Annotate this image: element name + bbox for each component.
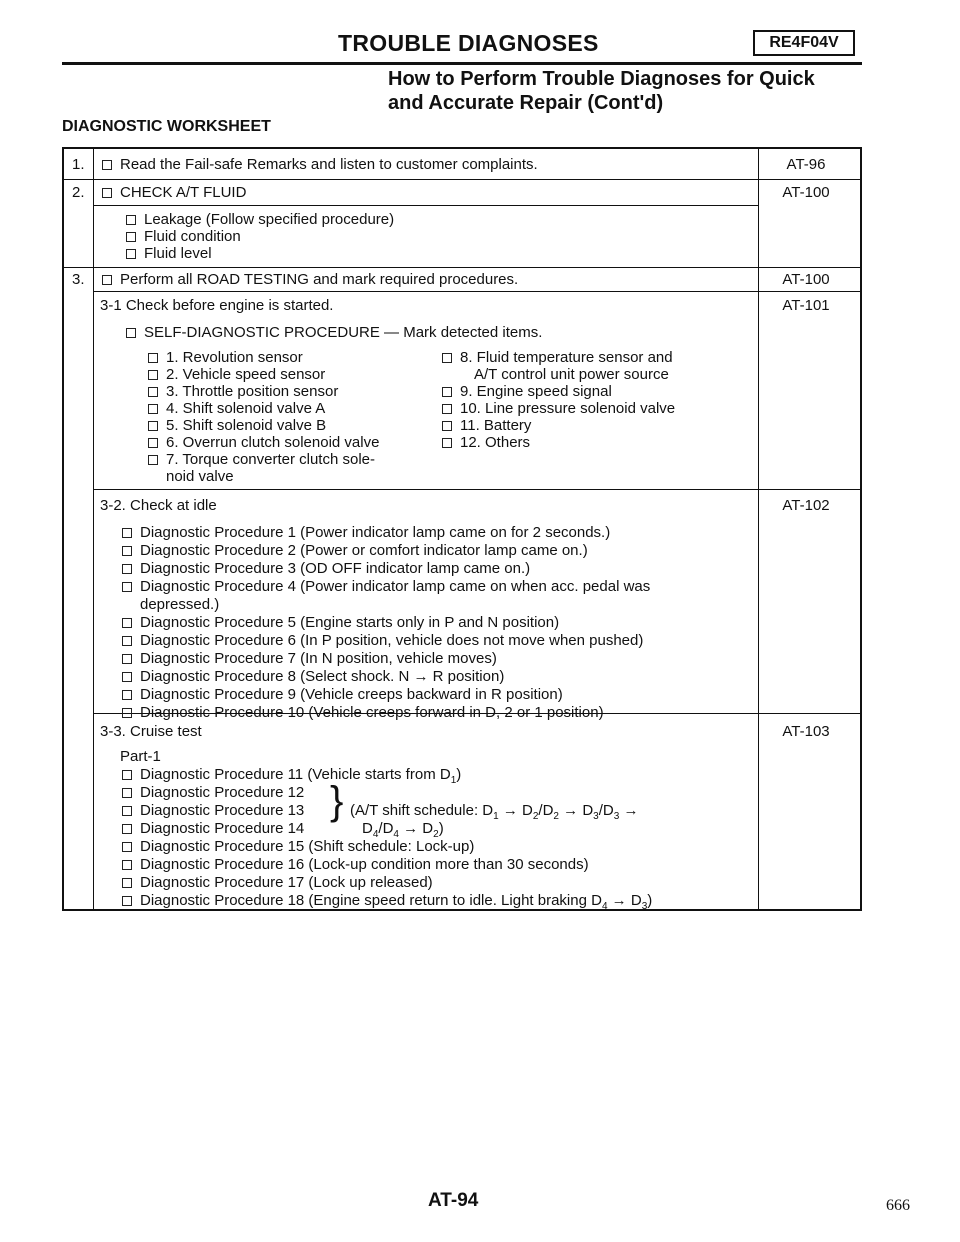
column-divider bbox=[758, 149, 759, 909]
checkbox[interactable] bbox=[122, 690, 132, 700]
row-number: 1. bbox=[72, 156, 85, 173]
checkbox[interactable] bbox=[148, 387, 158, 397]
ref-page: AT-100 bbox=[782, 184, 830, 201]
checkbox[interactable] bbox=[122, 654, 132, 664]
row-number: 3. bbox=[72, 271, 85, 288]
model-code-badge: RE4F04V bbox=[753, 30, 855, 56]
procedure-item[interactable] bbox=[122, 856, 589, 874]
item-text: Diagnostic Procedure 12 bbox=[140, 784, 305, 801]
checkbox[interactable] bbox=[122, 672, 132, 682]
shift-schedule-text: (A/T shift schedule: $D_1 \to D_2/D_2 \to D_3/D_3$ → bbox=[350, 802, 639, 822]
fluid-check-item[interactable] bbox=[126, 211, 394, 229]
checkbox[interactable] bbox=[122, 878, 132, 888]
checkbox[interactable] bbox=[122, 636, 132, 646]
sensor-item[interactable] bbox=[148, 349, 303, 367]
row-divider bbox=[93, 205, 758, 206]
procedure-item[interactable] bbox=[122, 838, 474, 856]
row1-text: Read the Fail-safe Remarks and listen to customer complaints. bbox=[120, 156, 538, 173]
checkbox[interactable] bbox=[148, 353, 158, 363]
checkbox[interactable] bbox=[122, 708, 132, 718]
ref-page: AT-103 bbox=[782, 723, 830, 740]
sensor-item[interactable] bbox=[148, 417, 326, 435]
checkbox[interactable] bbox=[122, 528, 132, 538]
item-text: SELF-DIAGNOSTIC PROCEDURE — Mark detected items. bbox=[144, 324, 543, 341]
item-text: 10. Line pressure solenoid valve bbox=[460, 400, 676, 417]
row-divider bbox=[93, 489, 860, 490]
procedure-item[interactable]: Diagnostic Procedure 11 (Vehicle starts from $D_1$) bbox=[122, 766, 461, 790]
header-rule bbox=[62, 62, 862, 65]
row2-item[interactable] bbox=[102, 184, 246, 202]
item-text: Diagnostic Procedure 17 (Lock up released) bbox=[140, 874, 433, 891]
item-text: 1. Revolution sensor bbox=[166, 349, 303, 366]
checkbox[interactable] bbox=[126, 232, 136, 242]
sensor-item[interactable] bbox=[148, 366, 325, 384]
item-text: Leakage (Follow specified procedure) bbox=[144, 211, 395, 228]
item-text: Diagnostic Procedure 15 (Shift schedule: Lock-up) bbox=[140, 838, 475, 855]
item-text: Diagnostic Procedure 3 (OD OFF indicator lamp came on.) bbox=[140, 560, 531, 577]
item-text: 12. Others bbox=[460, 434, 531, 451]
checkbox[interactable] bbox=[102, 160, 112, 170]
checkbox[interactable] bbox=[122, 824, 132, 834]
sensor-item[interactable] bbox=[148, 451, 375, 469]
checkbox[interactable] bbox=[126, 215, 136, 225]
checkbox[interactable] bbox=[442, 438, 452, 448]
item-text: 8. Fluid temperature sensor and bbox=[460, 349, 673, 366]
procedure-item[interactable] bbox=[122, 874, 433, 892]
item-text: 6. Overrun clutch solenoid valve bbox=[166, 434, 380, 451]
sensor-item-cont: noid valve bbox=[166, 468, 234, 485]
column-divider bbox=[93, 149, 94, 909]
row-divider bbox=[64, 267, 860, 268]
item-text: Diagnostic Procedure 11 (Vehicle starts from D bbox=[140, 766, 451, 783]
item-text: Diagnostic Procedure 8 (Select shock. N → R position) bbox=[140, 668, 505, 685]
checkbox[interactable] bbox=[148, 404, 158, 414]
shift-schedule-text-2: $D_4/D_4 \to D_2$) bbox=[362, 820, 444, 840]
procedure-item[interactable] bbox=[122, 632, 643, 650]
sensor-item[interactable] bbox=[442, 400, 675, 418]
subtitle-line-1: How to Perform Trouble Diagnoses for Quick bbox=[388, 68, 815, 90]
row-number: 2. bbox=[72, 184, 85, 201]
checkbox[interactable] bbox=[126, 249, 136, 259]
item-text: 7. Torque converter clutch sole- bbox=[166, 451, 375, 468]
checkbox[interactable] bbox=[126, 328, 136, 338]
item-text: Diagnostic Procedure 6 (In P position, vehicle does not move when pushed) bbox=[140, 632, 644, 649]
item-text: 9. Engine speed signal bbox=[460, 383, 612, 400]
procedure-item[interactable]: Diagnostic Procedure 18 (Engine speed return to idle. Light braking $D_4 \to D_3$) bbox=[122, 892, 652, 916]
section-title: DIAGNOSTIC WORKSHEET bbox=[62, 118, 271, 135]
item-text: Diagnostic Procedure 14 bbox=[140, 820, 305, 837]
item-text: Diagnostic Procedure 5 (Engine starts only in P and N position) bbox=[140, 614, 560, 631]
shift-text: D bbox=[362, 820, 373, 837]
item-text: Diagnostic Procedure 18 (Engine speed return to idle. Light braking D bbox=[140, 892, 602, 909]
checkbox[interactable] bbox=[442, 421, 452, 431]
checkbox[interactable] bbox=[102, 188, 112, 198]
row3-text: Perform all ROAD TESTING and mark required procedures. bbox=[120, 271, 519, 288]
checkbox[interactable] bbox=[122, 564, 132, 574]
checkbox[interactable] bbox=[122, 582, 132, 592]
item-text: 2. Vehicle speed sensor bbox=[166, 366, 326, 383]
checkbox[interactable] bbox=[122, 546, 132, 556]
page-label: AT-94 bbox=[428, 1190, 479, 1211]
checkbox[interactable] bbox=[442, 353, 452, 363]
ref-page: AT-96 bbox=[786, 156, 826, 173]
shift-text: (A/T shift schedule: D bbox=[350, 802, 494, 819]
sensor-item[interactable] bbox=[442, 417, 531, 435]
ref-page: AT-102 bbox=[782, 497, 830, 514]
section-3-2-title: 3-2. Check at idle bbox=[100, 497, 217, 514]
checkbox[interactable] bbox=[148, 370, 158, 380]
fluid-check-item[interactable] bbox=[126, 228, 241, 246]
row-divider bbox=[93, 291, 860, 292]
row-divider bbox=[64, 179, 860, 180]
procedure-item[interactable] bbox=[122, 614, 559, 632]
item-text: 5. Shift solenoid valve B bbox=[166, 417, 327, 434]
item-text: Diagnostic Procedure 10 (Vehicle creeps forward in D, 2 or 1 position) bbox=[140, 704, 604, 721]
checkbox[interactable] bbox=[122, 806, 132, 816]
ref-page: AT-101 bbox=[782, 297, 830, 314]
procedure-item-cont: depressed.) bbox=[140, 596, 220, 613]
checkbox[interactable] bbox=[148, 455, 158, 465]
sensor-item[interactable] bbox=[442, 434, 530, 452]
checkbox[interactable] bbox=[122, 896, 132, 906]
item-text: 3. Throttle position sensor bbox=[166, 383, 339, 400]
checkbox[interactable] bbox=[122, 860, 132, 870]
checkbox[interactable] bbox=[122, 788, 132, 798]
checkbox[interactable] bbox=[122, 770, 132, 780]
row1-item[interactable] bbox=[102, 156, 538, 174]
sensor-item[interactable] bbox=[148, 383, 338, 401]
item-text: Fluid condition bbox=[144, 228, 241, 245]
procedure-item[interactable] bbox=[122, 820, 304, 838]
item-text: Diagnostic Procedure 7 (In N position, vehicle moves) bbox=[140, 650, 497, 667]
procedure-item[interactable] bbox=[122, 650, 497, 668]
item-text: Diagnostic Procedure 16 (Lock-up condition more than 30 seconds) bbox=[140, 856, 589, 873]
checkbox[interactable] bbox=[442, 387, 452, 397]
subtitle-line-2: and Accurate Repair (Cont'd) bbox=[388, 92, 664, 114]
procedure-item[interactable] bbox=[122, 542, 588, 560]
self-diagnostic-item[interactable] bbox=[126, 324, 542, 342]
section-3-1-title: 3-1 Check before engine is started. bbox=[100, 297, 334, 314]
part-label: Part-1 bbox=[120, 748, 161, 765]
row2-text: CHECK A/T FLUID bbox=[120, 184, 247, 201]
procedure-item[interactable] bbox=[122, 784, 304, 802]
checkbox[interactable] bbox=[122, 842, 132, 852]
procedure-item[interactable] bbox=[122, 560, 530, 578]
item-text: Diagnostic Procedure 1 (Power indicator lamp came on for 2 seconds.) bbox=[140, 524, 611, 541]
fluid-check-item[interactable] bbox=[126, 245, 212, 263]
procedure-item[interactable] bbox=[122, 704, 604, 722]
row3-item[interactable] bbox=[102, 271, 518, 289]
brace-symbol: } bbox=[330, 779, 344, 823]
item-text: Diagnostic Procedure 9 (Vehicle creeps backward in R position) bbox=[140, 686, 563, 703]
item-text: Diagnostic Procedure 2 (Power or comfort indicator lamp came on.) bbox=[140, 542, 588, 559]
procedure-item[interactable] bbox=[122, 686, 563, 704]
diagnostic-worksheet-table bbox=[62, 147, 862, 911]
sensor-item[interactable] bbox=[442, 383, 612, 401]
sensor-item[interactable] bbox=[148, 434, 379, 452]
sensor-item[interactable] bbox=[442, 349, 673, 367]
section-3-3-title: 3-3. Cruise test bbox=[100, 723, 202, 740]
item-text: Diagnostic Procedure 4 (Power indicator lamp came on when acc. pedal was bbox=[140, 578, 651, 595]
checkbox[interactable] bbox=[148, 438, 158, 448]
page-title: TROUBLE DIAGNOSES bbox=[338, 30, 599, 56]
item-text: Diagnostic Procedure 13 bbox=[140, 802, 305, 819]
checkbox[interactable] bbox=[442, 404, 452, 414]
checkbox[interactable] bbox=[122, 618, 132, 628]
page-number: 666 bbox=[886, 1197, 910, 1214]
procedure-item[interactable] bbox=[122, 802, 304, 820]
sensor-item-cont: A/T control unit power source bbox=[474, 366, 669, 383]
procedure-item[interactable] bbox=[122, 578, 650, 596]
item-text: 11. Battery bbox=[460, 417, 532, 434]
procedure-item[interactable] bbox=[122, 524, 610, 542]
ref-page: AT-100 bbox=[782, 271, 830, 288]
checkbox[interactable] bbox=[148, 421, 158, 431]
item-text: Fluid level bbox=[144, 245, 212, 262]
checkbox[interactable] bbox=[102, 275, 112, 285]
sensor-item[interactable] bbox=[148, 400, 325, 418]
item-text: 4. Shift solenoid valve A bbox=[166, 400, 326, 417]
procedure-item[interactable] bbox=[122, 668, 504, 686]
